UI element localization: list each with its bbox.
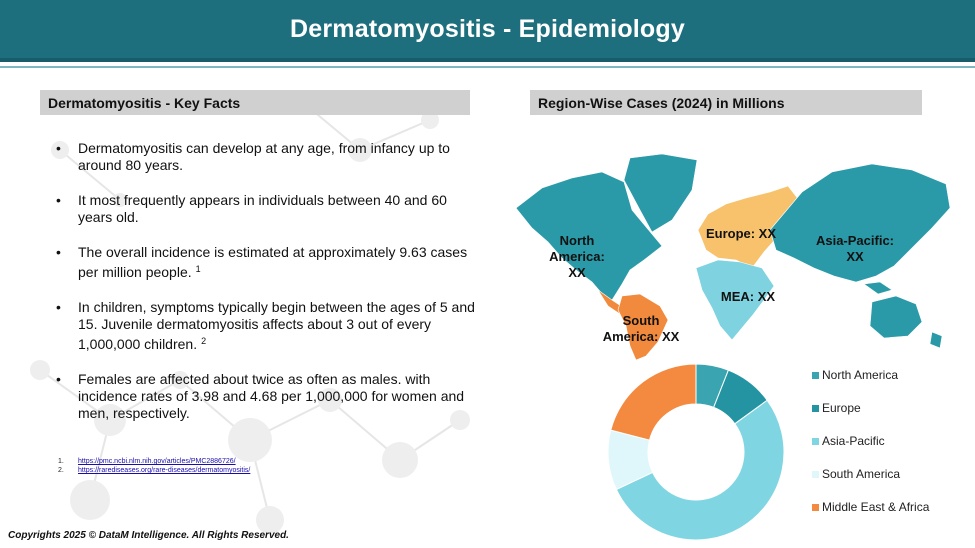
legend-swatch (812, 405, 819, 412)
fact-text: Females are affected about twice as often as males. with incidence rates of 3.98 and 4.68 per 1,000,000 for women and men, respectively. (78, 371, 465, 421)
footnote-marker: 1 (195, 264, 201, 274)
page-title: Dermatomyositis - Epidemiology (290, 14, 685, 43)
fact-text: In children, symptoms typically begin between the ages of 5 and 15. Juvenile dermatomyositis affects about 3 out of every 1,000,000 children. (78, 299, 475, 352)
map-label-north-america: North America: XX (549, 233, 605, 280)
donut-slice-middle-east-africa (611, 364, 696, 440)
legend-swatch (812, 504, 819, 511)
fact-item (52, 192, 482, 226)
key-facts-header: Dermatomyositis - Key Facts (40, 90, 470, 115)
fact-item (52, 299, 482, 353)
title-underline (0, 66, 975, 68)
region-donut-chart (590, 356, 800, 546)
legend-item (812, 467, 972, 481)
bullet-icon: • (56, 299, 61, 315)
map-label-asia-pacific: Asia-Pacific: XX (815, 233, 895, 264)
bullet-icon: • (56, 371, 61, 387)
legend-label: Middle East & Africa (822, 500, 930, 514)
references-list (58, 457, 250, 475)
reference-item: 1. https://pmc.ncbi.nlm.nih.gov/articles/PMC2886726/ (58, 458, 236, 465)
legend-swatch (812, 438, 819, 445)
legend-label: Europe (822, 401, 861, 415)
map-label-south-america: South America: XX (602, 313, 680, 344)
legend-item (812, 368, 972, 382)
legend-item (812, 500, 972, 514)
fact-item (52, 371, 482, 422)
map-label-mea: MEA: XX (720, 289, 776, 304)
bullet-icon: • (56, 192, 61, 208)
legend-item (812, 434, 972, 448)
fact-text: The overall incidence is estimated at approximately 9.63 cases per million people. (78, 244, 468, 280)
region-cases-header: Region-Wise Cases (2024) in Millions (530, 90, 922, 115)
fact-text: Dermatomyositis can develop at any age, from infancy up to around 80 years. (78, 140, 450, 173)
fact-item (52, 140, 482, 174)
reference-link[interactable]: https://pmc.ncbi.nlm.nih.gov/articles/PMC2886726/ (78, 458, 236, 465)
key-facts-list (52, 140, 482, 440)
reference-item: 2. https://rarediseases.org/rare-diseases/dermatomyositis/ (58, 467, 251, 474)
legend-label: Asia-Pacific (822, 434, 885, 448)
bullet-icon: • (56, 140, 61, 156)
legend-label: North America (822, 368, 899, 382)
fact-text: It most frequently appears in individuals between 40 and 60 years old. (78, 192, 447, 225)
copyright-notice: Copyrights 2025 © DataM Intelligence. All Rights Reserved. (8, 530, 289, 541)
bullet-icon: • (56, 244, 61, 260)
title-banner (0, 0, 975, 62)
legend-swatch (812, 471, 819, 478)
map-label-europe: Europe: XX (705, 226, 777, 241)
footnote-marker: 2 (201, 336, 207, 346)
reference-link[interactable]: https://rarediseases.org/rare-diseases/dermatomyositis/ (78, 467, 251, 474)
fact-item (52, 244, 482, 281)
map-region-australia (870, 296, 922, 338)
chart-legend (812, 368, 972, 533)
legend-label: South America (822, 467, 901, 481)
legend-item (812, 401, 972, 415)
legend-swatch (812, 372, 819, 379)
